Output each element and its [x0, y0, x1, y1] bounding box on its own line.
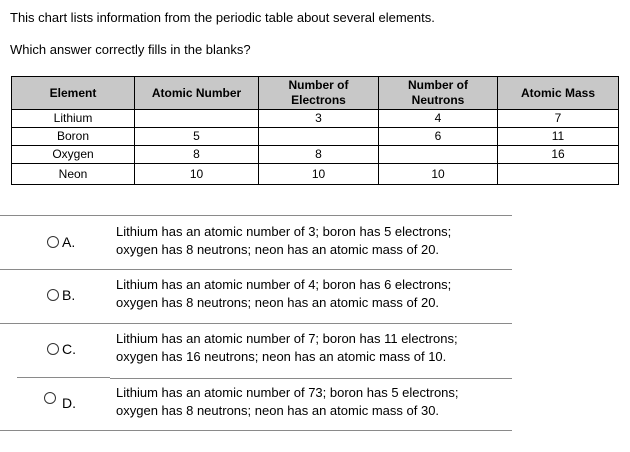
option-a-line2: oxygen has 8 neutrons; neon has an atomic mass of 20. [116, 242, 440, 257]
table-row [12, 164, 619, 185]
question-prompt: Which answer correctly fills in the blanks? [10, 42, 251, 57]
radio-button-c[interactable] [47, 343, 59, 355]
cell-element: Lithium [12, 110, 135, 128]
table-row [12, 146, 619, 164]
header-electrons-line1: Number of [288, 78, 349, 92]
cell-electrons [259, 128, 379, 146]
option-text-d [116, 384, 516, 420]
header-element-label: Element [49, 85, 97, 100]
radio-button-d[interactable] [44, 392, 56, 404]
cell-element: Boron [12, 128, 135, 146]
header-atomic-mass-label: Atomic Mass [520, 85, 596, 100]
cell-electrons: 8 [259, 146, 379, 164]
header-neutrons [379, 77, 498, 110]
cell-atomic-number: 10 [135, 164, 259, 185]
option-a-line1: Lithium has an atomic number of 3; boron has 5 electrons; [116, 224, 452, 239]
header-neutrons-line2: Neutrons [411, 93, 465, 107]
cell-neutrons: 10 [379, 164, 498, 185]
cell-atomic-number [135, 110, 259, 128]
header-element [12, 77, 135, 110]
option-d-line2: oxygen has 8 neutrons; neon has an atomic mass of 30. [116, 403, 440, 418]
radio-button-a[interactable] [47, 236, 59, 248]
cell-neutrons [379, 146, 498, 164]
header-electrons-line2: Electrons [291, 93, 346, 107]
option-text-c [116, 330, 516, 366]
header-neutrons-line1: Number of [408, 78, 468, 92]
cell-atomic-mass: 11 [498, 128, 619, 146]
option-text-a [116, 223, 516, 259]
cell-atomic-mass [498, 164, 619, 185]
option-divider [17, 377, 110, 378]
cell-neutrons: 4 [379, 110, 498, 128]
option-c-line1: Lithium has an atomic number of 7; boron has 11 electrons; [116, 331, 458, 346]
cell-atomic-mass: 7 [498, 110, 619, 128]
table-row [12, 110, 619, 128]
option-letter-b: B. [62, 287, 76, 303]
cell-element: Neon [12, 164, 135, 185]
intro-text: This chart lists information from the periodic table about several elements. [10, 10, 435, 25]
cell-atomic-number: 5 [135, 128, 259, 146]
option-b-line2: oxygen has 8 neutrons; neon has an atomic mass of 20. [116, 295, 440, 310]
option-text-b [116, 276, 516, 312]
header-atomic-number-label: Atomic Number [151, 85, 242, 100]
option-d-line1: Lithium has an atomic number of 73; boron has 5 electrons; [116, 385, 459, 400]
cell-atomic-mass: 16 [498, 146, 619, 164]
cell-element: Oxygen [12, 146, 135, 164]
table-header-row [12, 77, 619, 110]
cell-atomic-number: 8 [135, 146, 259, 164]
header-electrons [259, 77, 379, 110]
option-letter-c: C. [62, 341, 76, 357]
header-atomic-mass [498, 77, 619, 110]
option-letter-d: D. [62, 395, 76, 411]
answer-option-c[interactable] [0, 324, 630, 376]
answer-option-d[interactable] [0, 379, 630, 431]
periodic-data-table [11, 76, 619, 185]
table-row [12, 128, 619, 146]
header-atomic-number [135, 77, 259, 110]
option-b-line1: Lithium has an atomic number of 4; boron has 6 electrons; [116, 277, 452, 292]
option-letter-a: A. [62, 234, 76, 250]
cell-electrons: 10 [259, 164, 379, 185]
answer-option-b[interactable] [0, 270, 630, 322]
cell-electrons: 3 [259, 110, 379, 128]
answer-option-a[interactable] [0, 216, 630, 268]
cell-neutrons: 6 [379, 128, 498, 146]
radio-button-b[interactable] [47, 289, 59, 301]
option-c-line2: oxygen has 16 neutrons; neon has an atomic mass of 10. [116, 349, 447, 364]
